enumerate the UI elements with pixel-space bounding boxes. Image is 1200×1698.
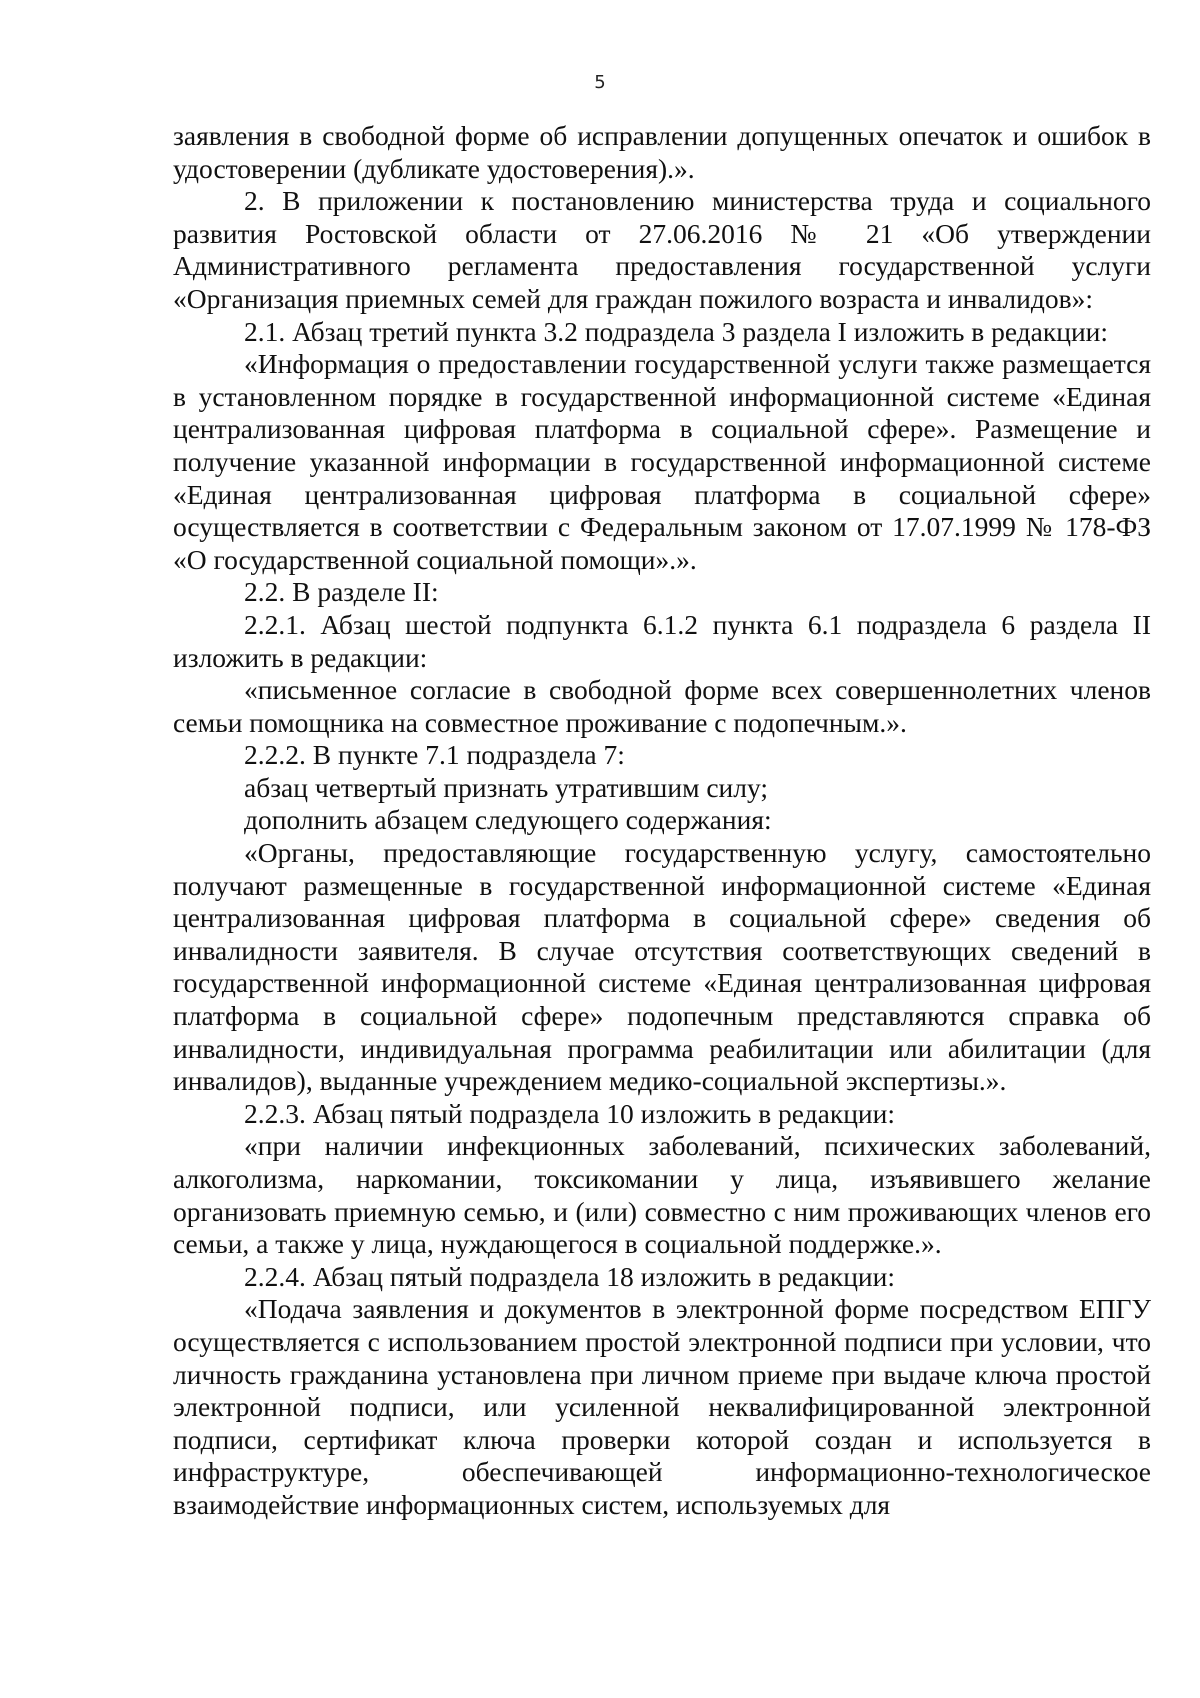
document-body	[173, 120, 1151, 1522]
paragraph: 2.2. В разделе II:	[244, 576, 439, 608]
paragraph: 2.2.2. В пункте 7.1 подраздела 7:	[244, 739, 625, 771]
paragraph: 2. В приложении к постановлению министерства труда и социального развития Ростовской области от 27.06.2016 № 21 «Об утверждении Административного регламента предоставления государственной услуги «Организация приемных семей для граждан пожилого возраста и инвалидов»:	[173, 185, 1151, 314]
paragraph: «Подача заявления и документов в электронной форме посредством ЕПГУ осуществляется с использованием простой электронной подписи при условии, что личность гражданина установлена при личном приеме при выдаче ключа простой электронной подписи, или усиленной неквалифицированной электронной подписи, сертификат ключа проверки которой создан и используется в инфраструктуре, обеспечивающей информационно-технологическое взаимодействие информационных систем, используемых для	[173, 1293, 1151, 1520]
paragraph: дополнить абзацем следующего содержания:	[244, 804, 772, 836]
paragraph: «Органы, предоставляющие государственную услугу, самостоятельно получают размещенные в государственной информационной системе «Единая централизованная цифровая платформа в социальной сфере» сведения об инвалидности заявителя. В случае отсутствия соответствующих сведений в государственной информационной системе «Единая централизованная цифровая платформа в социальной сфере» подопечным представляются справка об инвалидности, индивидуальная программа реабилитации или абилитации (для инвалидов), выданные учреждением медико-социальной экспертизы.».	[173, 837, 1151, 1097]
paragraph: 2.2.4. Абзац пятый подраздела 18 изложить в редакции:	[244, 1260, 896, 1292]
paragraph: 2.2.1. Абзац шестой подпункта 6.1.2 пункта 6.1 подраздела 6 раздела II изложить в редакции:	[173, 608, 1151, 673]
paragraph: «письменное согласие в свободной форме всех совершеннолетних членов семьи помощника на совместное проживание с подопечным.».	[173, 674, 1151, 738]
paragraph: заявления в свободной форме об исправлении допущенных опечаток и ошибок в удостоверении (дубликате удостоверения).».	[173, 120, 1151, 184]
paragraph: 2.1. Абзац третий пункта 3.2 подраздела 3 раздела I изложить в редакции:	[244, 315, 1109, 347]
paragraph: абзац четвертый признать утратившим силу;	[244, 771, 769, 803]
paragraph: «при наличии инфекционных заболеваний, психических заболеваний, алкоголизма, наркомании, токсикомании у лица, изъявившего желание организовать приемную семью, и (или) совместно с ним проживающих членов его семьи, а также у лица, нуждающегося в социальной поддержке.».	[173, 1130, 1151, 1260]
paragraph: «Информация о предоставлении государственной услуги также размещается в установленном порядке в государственной информационной системе «Единая централизованная цифровая платформа в социальной сфере». Размещение и получение указанной информации в государственной информационной системе «Единая централизованная цифровая платформа в социальной сфере» осуществляется в соответствии с Федеральным законом от 17.07.1999 № 178-ФЗ «О государственной социальной помощи».».	[173, 348, 1151, 575]
page-number: 5	[594, 72, 606, 93]
paragraph: 2.2.3. Абзац пятый подраздела 10 изложить в редакции:	[244, 1097, 896, 1129]
